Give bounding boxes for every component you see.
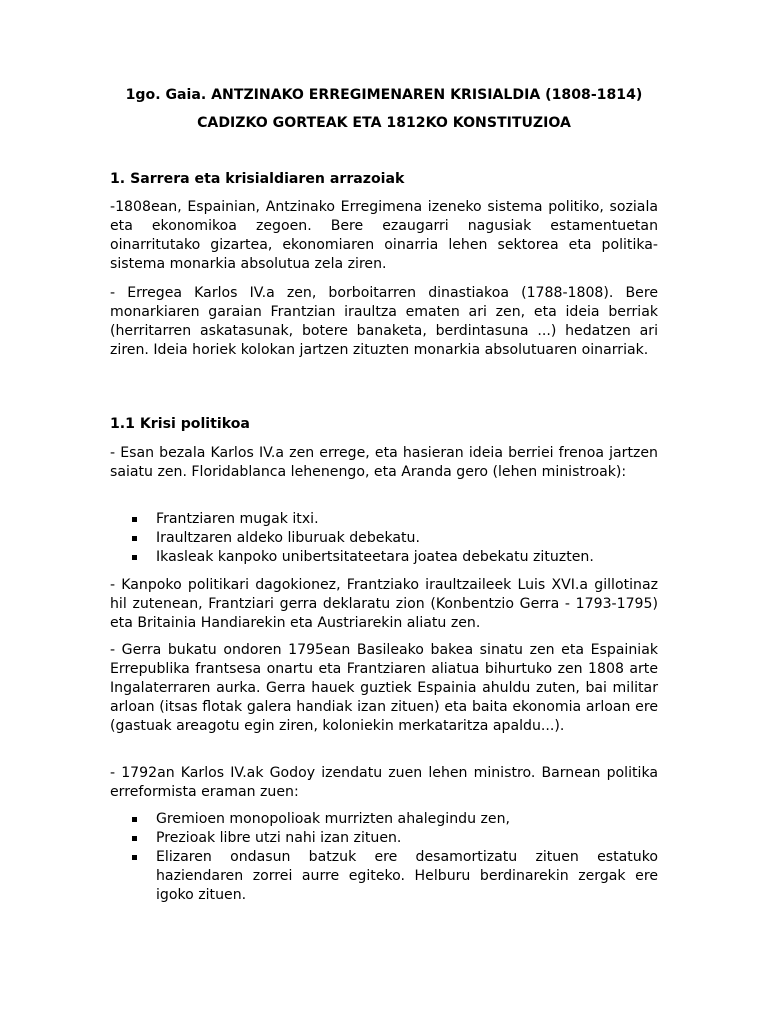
section-heading-krisi-politikoa: 1.1 Krisi politikoa <box>110 416 250 432</box>
bullet-square-icon <box>132 555 137 560</box>
bullet-square-icon <box>132 536 137 541</box>
list-item: Frantziaren mugak itxi. <box>110 510 658 529</box>
document-subtitle: CADIZKO GORTEAK ETA 1812KO KONSTITUZIOA <box>197 115 571 131</box>
bullet-list-neurriak <box>110 510 658 567</box>
list-item: Elizaren ondasun batzuk ere desamortizatu zituen estatuko haziendaren zorrei aurre egiteko. Helburu berdinarekin zergak ere igoko zituen. <box>110 848 658 905</box>
list-item: Ikasleak kanpoko unibertsitateetara joatea debekatu zituzten. <box>110 548 658 567</box>
bullet-square-icon <box>132 817 137 822</box>
paragraph-godoy: - 1792an Karlos IV.ak Godoy izendatu zuen lehen ministro. Barnean politika erreformista eraman zuen: <box>110 765 658 800</box>
section-heading-sarrera: 1. Sarrera eta krisialdiaren arrazoiak <box>110 171 405 187</box>
paragraph-kanpoko-politika: - Kanpoko politikari dagokionez, Frantziako iraultzaileek Luis XVI.a gillotinaz hil zutenean, Frantziari gerra deklaratu zion (Konbentzio Gerra - 1793-1795) eta Britainia Handiarekin eta Austriarekin aliatu zen. <box>110 577 658 631</box>
paragraph-gerra-bukatu: - Gerra bukatu ondoren 1795ean Basileako bakea sinatu zen eta Espainiak Errepublika frantsesa onartu eta Frantziaren aliatua bihurtuko zen 1808 arte Ingalaterraren aurka. Gerra hauek guztiek Espainia ahuldu zuten, bai militar arloan (itsas flotak galera handiak izan zituen) eta baita ekonomia arloan ere (gastuak areagotu egin ziren, koloniekin merkataritza apaldu...). <box>110 642 658 734</box>
paragraph-erregea: - Erregea Karlos IV.a zen, borboitarren dinastiakoa (1788-1808). Bere monarkiaren garaian Frantzian iraultza ematen ari zen, eta ideia berriak (herritarren askatasunak, botere banaketa, berdintasuna ...) hedatzen ari ziren. Ideia horiek kolokan jartzen zituzten monarkia absolutuaren oinarriak. <box>110 285 658 358</box>
bullet-square-icon <box>132 517 137 522</box>
list-item: Iraultzaren aldeko liburuak debekatu. <box>110 529 658 548</box>
document-title: 1go. Gaia. ANTZINAKO ERREGIMENAREN KRISIALDIA (1808-1814) <box>125 87 643 103</box>
list-item: Gremioen monopolioak murrizten ahalegindu zen, <box>110 810 658 829</box>
paragraph-esan-bezala: - Esan bezala Karlos IV.a zen errege, eta hasieran ideia berriei frenoa jartzen saiatu zen. Floridablanca lehenengo, eta Aranda gero (lehen ministroak): <box>110 445 658 480</box>
list-item: Prezioak libre utzi nahi izan zituen. <box>110 829 658 848</box>
bullet-square-icon <box>132 836 137 841</box>
bullet-square-icon <box>132 855 137 860</box>
paragraph-sistema: -1808ean, Espainian, Antzinako Erregimena izeneko sistema politiko, soziala eta ekonomikoa zegoen. Bere ezaugarri nagusiak estamentuetan oinarritutako gizartea, ekonomiaren oinarria lehen sektorea eta politika-sistema monarkia absolutua zela ziren. <box>110 199 658 272</box>
bullet-list-erreformak <box>110 810 658 905</box>
